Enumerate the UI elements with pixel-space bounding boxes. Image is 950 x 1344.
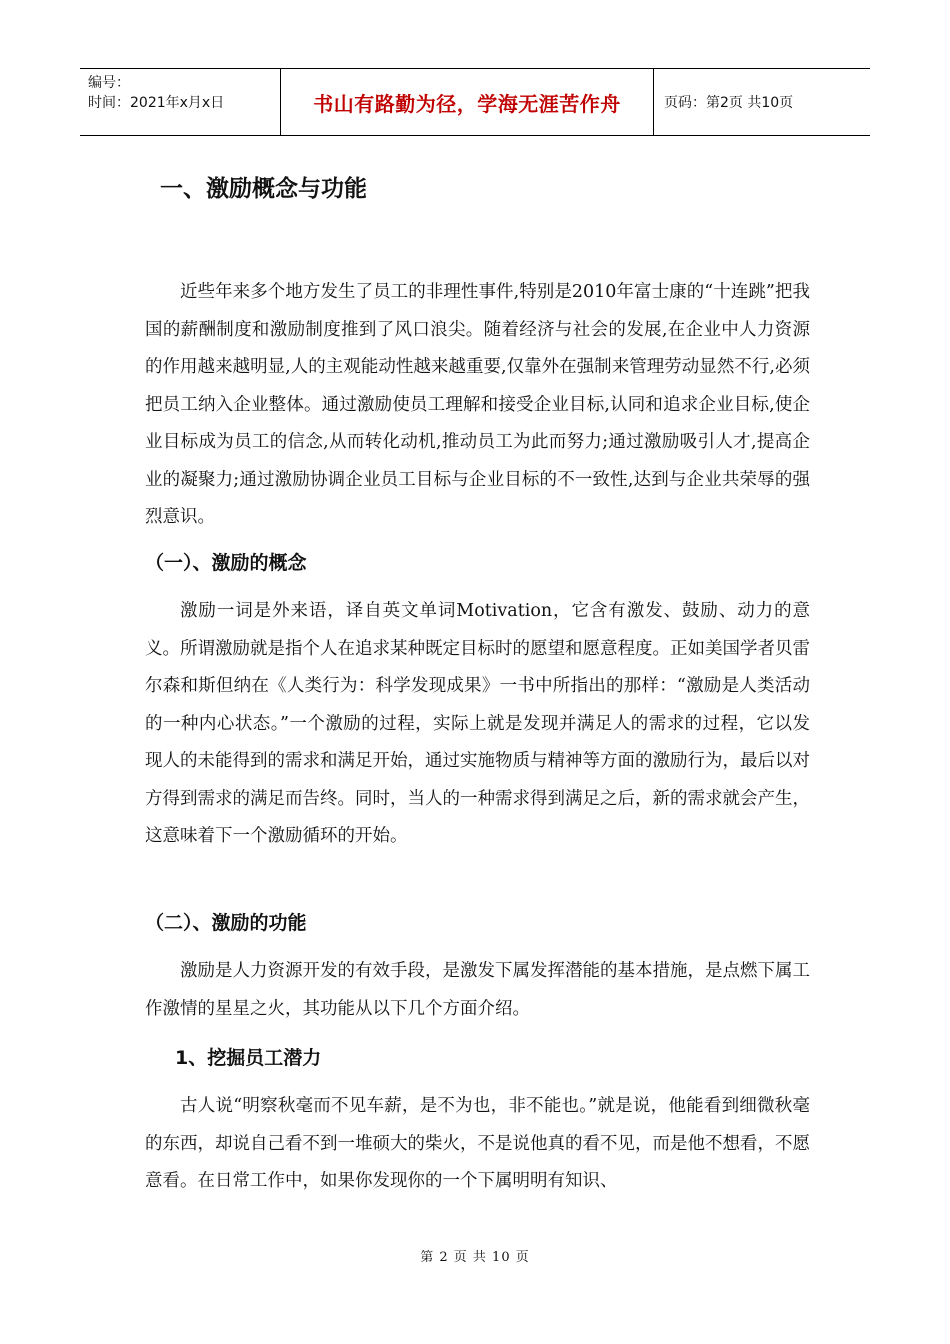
page-footer: 第 2 页 共 10 页 xyxy=(420,1250,530,1265)
concept-paragraph: 激励一词是外来语，译自英文单词Motivation，它含有激发、鼓励、动力的意义。所谓激励就是指个人在追求某种既定目标时的愿望和愿意程度。正如美国学者贝雷尔森和斯但纳在《人类行为：科学发现成果》一书中所指出的那样：“激励是人类活动的一种内心状态。”一个激励的过程，实际上就是发现并满足人的需求的过程，它以发现人的未能得到的需求和满足开始，通过实施物质与精神等方面的激励行为，最后以对方得到需求的满足而告终。同时，当人的一种需求得到满足之后，新的需求就会产生，这意味着下一个激励循环的开始。 xyxy=(145,601,810,846)
sub1-paragraph: 古人说“明察秋毫而不见车薪，是不为也，非不能也。”就是说，他能看到细微秋毫的东西，却说自己看不到一堆硕大的柴火，不是说他真的看不见，而是他不想看，不愿意看。在日常工作中，如果你发现你的一个下属明明有知识、 xyxy=(145,1096,810,1191)
header-table xyxy=(80,68,870,136)
function-heading: （二）、激励的功能 xyxy=(145,912,307,934)
intro-paragraph: 近些年来多个地方发生了员工的非理性事件,特别是2010年富士康的“十连跳”把我国的薪酬制度和激励制度推到了风口浪尖。随着经济与社会的发展,在企业中人力资源的作用越来越明显,人的主观能动性越来越重要,仅靠外在强制来管理劳动显然不行,必须把员工纳入企业整体。通过激励使员工理解和接受企业目标,认同和追求企业目标,使企业目标成为员工的信念,从而转化动机,推动员工为此而努力;通过激励吸引人才,提高企业的凝聚力;通过激励协调企业员工目标与企业目标的不一致性,达到与企业共荣辱的强烈意识。 xyxy=(145,282,810,527)
function-paragraph: 激励是人力资源开发的有效手段，是激发下属发挥潜能的基本措施，是点燃下属工作激情的星星之火，其功能从以下几个方面介绍。 xyxy=(145,961,810,1019)
sub1-heading: 1、挖掘员工潜力 xyxy=(175,1047,322,1069)
header-page-info: 页码：第2页 共10页 xyxy=(664,95,794,111)
header-motto: 书山有路勤为径，学海无涯苦作舟 xyxy=(280,69,654,135)
concept-heading: （一）、激励的概念 xyxy=(145,552,307,574)
main-title: 一、激励概念与功能 xyxy=(160,176,367,202)
header-meta-cell xyxy=(80,69,280,135)
document-time-label: 时间：2021年x月x日 xyxy=(88,95,225,111)
document-number-label: 编号： xyxy=(88,75,130,91)
